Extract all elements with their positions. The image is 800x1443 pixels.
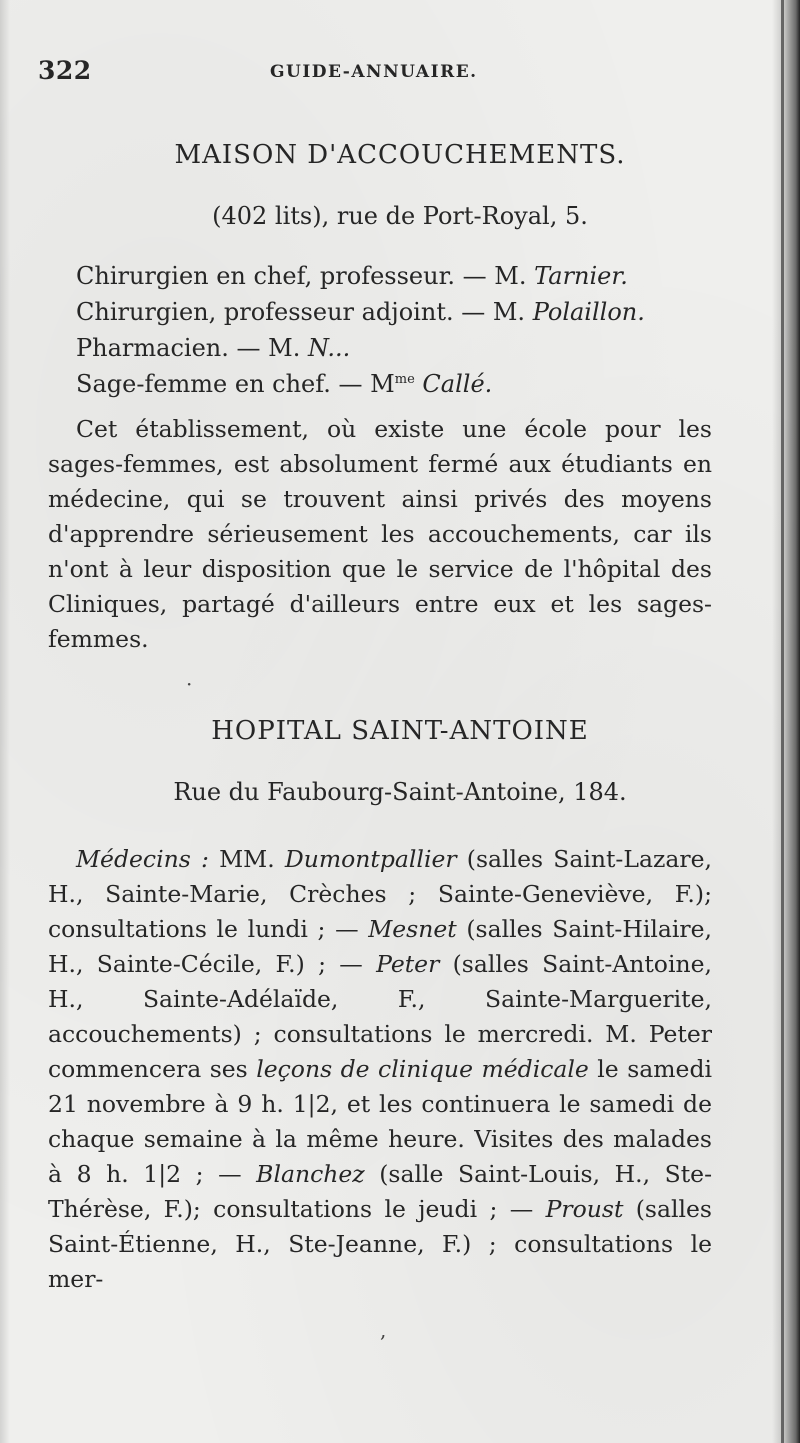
staff-name: N... (307, 334, 351, 362)
staff-line (76, 370, 492, 398)
text-run: (salles Saint-Étienne, H., Ste-Jeanne, F.) ; consultations le mer- (48, 1195, 712, 1293)
staff-role: Chirurgien en chef, professeur. — M. (76, 262, 535, 290)
text-run: le samedi 21 novembre à 9 h. 1|2, et les continuera le samedi de chaque semaine à la même heure. Visites des malades à 8 h. 1|2 ; — (48, 1055, 713, 1188)
course-title: leçons de clinique médicale (256, 1055, 589, 1083)
section-title-hospital: HOPITAL SAINT-ANTOINE (211, 716, 589, 746)
running-title: GUIDE-ANNUAIRE. (270, 62, 478, 82)
staff-line (76, 298, 645, 326)
doctor-name: Dumontpallier (284, 845, 457, 873)
hospital-paragraph (48, 842, 712, 1297)
section-subtitle-hospital: Rue du Faubourg-Saint-Antoine, 184. (173, 778, 627, 806)
section-title-maternity: MAISON D'ACCOUCHEMENTS. (174, 140, 626, 170)
staff-line (76, 334, 350, 362)
section-subtitle-maternity: (402 lits), rue de Port-Royal, 5. (212, 202, 588, 230)
doctor-name: Blanchez (256, 1160, 365, 1188)
doctor-name: Mesnet (368, 915, 457, 943)
text-run: (salle Saint-Louis, H., Ste-Thérèse, F.); consultations le jeudi ; — (48, 1160, 713, 1223)
text-run: (salles Saint-Lazare, H., Sainte-Marie, Crèches ; Sainte-Geneviève, F.); consultations le lundi ; — (48, 845, 712, 943)
staff-role: Sage-femme en chef. — M (76, 370, 395, 398)
maternity-paragraph-text: Cet établissement, où existe une école pour les sages-femmes, est absolument fermé aux étudiants en médecine, qui se trouvent ainsi privés des moyens d'apprendre sérieusement les accouchements, car ils n'ont à leur disposition que le service de l'hôpital des Cliniques, partagé d'ailleurs entre eux et les sages-femmes. (48, 415, 712, 653)
doctor-name: Peter (376, 950, 440, 978)
staff-role: Pharmacien. — M. (76, 334, 308, 362)
staff-line (76, 262, 628, 290)
running-header (38, 56, 758, 96)
staff-name: Tarnier. (534, 262, 628, 290)
staff-role: Chirurgien, professeur adjoint. — M. (76, 298, 533, 326)
staff-name: Callé. (422, 370, 493, 398)
staff-name: Polaillon. (532, 298, 645, 326)
maternity-paragraph (48, 412, 712, 657)
doctor-name: Proust (545, 1195, 624, 1223)
page-number: 322 (38, 56, 92, 85)
staff-role-superscript: me (394, 372, 415, 387)
text-run: Médecins : (76, 845, 209, 873)
text-run: (salles Saint-Hilaire, H., Sainte-Cécile, F.) ; — (48, 915, 713, 978)
print-speck: · (186, 672, 193, 696)
text-run: (salles Saint-Antoine, H., Sainte-Adélaïde, F., Sainte-Marguerite, accouchements) ; consultations le mercredi. M. Peter commencera ses (48, 950, 712, 1083)
text-run: MM. (208, 845, 285, 873)
print-speck: , (380, 1318, 387, 1342)
